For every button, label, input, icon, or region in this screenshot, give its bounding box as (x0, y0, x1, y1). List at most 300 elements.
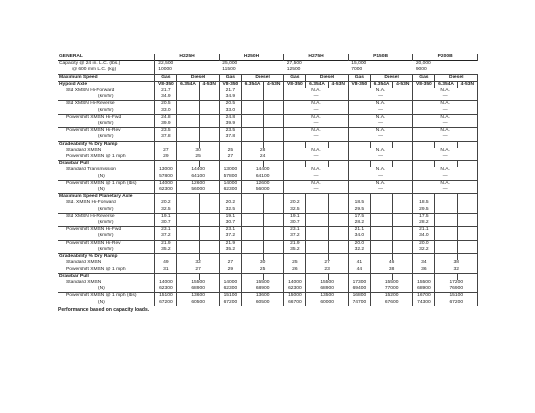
value-cell: N.A. (413, 114, 478, 121)
row-label: Standard XMSN (58, 280, 155, 286)
value-cell (241, 254, 263, 261)
value-cell: — (284, 154, 349, 161)
value-cell (241, 227, 263, 234)
value-cell (284, 141, 306, 148)
value-cell: 33.0 (219, 108, 241, 115)
value-cell: 68900 (413, 286, 435, 293)
value-cell: 30 (177, 148, 219, 154)
capacity-lbs-label: Capacity @ 24 in. L.C. (lbs.) (58, 61, 155, 68)
value-cell: 57800 (219, 174, 241, 181)
engine-label: 4-53N (457, 81, 477, 88)
value-cell (370, 247, 392, 254)
value-cell (219, 254, 241, 261)
value-cell (393, 227, 413, 234)
value-cell (328, 220, 348, 227)
capacity-value: 7000 (351, 67, 363, 73)
value-cell: N.A. (284, 101, 349, 108)
value-cell (199, 134, 219, 141)
row-label: Powershift XMSN Hi-Fwd (58, 114, 155, 121)
capacity-value: 10000 (158, 67, 172, 73)
value-cell: 64100 (241, 174, 283, 181)
value-cell: 67600 (370, 300, 412, 306)
row-label: (km/hr) (58, 220, 155, 227)
value-cell (457, 227, 477, 234)
value-cell: — (348, 174, 413, 181)
value-cell: 29.5 (348, 207, 370, 214)
fuel-label: Gas (155, 74, 177, 81)
value-cell (177, 114, 199, 121)
spec-sheet (58, 54, 478, 313)
value-cell (435, 141, 457, 148)
value-cell (177, 213, 199, 220)
value-cell: 37.8 (219, 134, 241, 141)
value-cell (457, 141, 477, 148)
value-cell (241, 108, 263, 115)
value-cell: 23.1 (219, 227, 241, 234)
fuel-label: Diesel (370, 74, 412, 81)
value-cell: 13000 (219, 167, 241, 173)
value-cell: 29 (155, 154, 177, 161)
value-cell (328, 273, 348, 280)
row-label: (km/hr) (58, 247, 155, 254)
value-cell (457, 161, 477, 168)
value-cell (393, 254, 413, 261)
section-max-speed: Maximum Speed (58, 74, 155, 81)
value-cell: — (284, 121, 349, 128)
value-cell (284, 161, 306, 168)
value-cell (393, 247, 413, 254)
value-cell: 36 (413, 267, 435, 274)
value-cell: 74300 (413, 300, 435, 306)
value-cell (264, 114, 284, 121)
value-cell (306, 254, 328, 261)
value-cell: — (348, 108, 413, 115)
value-cell (177, 161, 199, 168)
capacity-value: 11500 (222, 67, 236, 73)
value-cell: — (413, 121, 478, 128)
value-cell (306, 247, 328, 254)
value-cell (219, 194, 241, 201)
fuel-label: Gas (413, 74, 435, 81)
value-cell (264, 213, 284, 220)
value-cell: 29 (219, 267, 241, 274)
value-cell: 38 (435, 260, 478, 266)
value-cell (177, 101, 199, 108)
value-cell: 74700 (348, 300, 370, 306)
row-label: Drawbar Pull (58, 273, 155, 280)
value-cell (155, 161, 177, 168)
value-cell (199, 220, 219, 227)
value-cell: 23.5 (155, 128, 177, 135)
value-cell: 20.2 (284, 200, 306, 206)
value-cell: — (348, 187, 413, 194)
value-cell: 18.5 (413, 200, 435, 206)
value-cell (370, 233, 392, 240)
value-cell: 17.5 (413, 213, 435, 220)
value-cell (264, 128, 284, 135)
value-cell: 13600 (177, 293, 219, 300)
value-cell (306, 233, 328, 240)
fuel-label: Diesel (177, 74, 219, 81)
value-cell (348, 141, 370, 148)
value-cell (241, 114, 263, 121)
value-cell: — (348, 121, 413, 128)
row-label: Powershift XMSN @ 1 mph (58, 267, 155, 274)
value-cell: — (413, 94, 478, 101)
value-cell: N.A. (348, 101, 413, 108)
value-cell: — (284, 94, 349, 101)
value-cell: 37.2 (219, 233, 241, 240)
model-p150b: P150B (348, 54, 413, 61)
value-cell (457, 220, 477, 227)
value-cell (393, 240, 413, 247)
value-cell (264, 233, 284, 240)
header-row (58, 54, 478, 61)
value-cell (199, 240, 219, 247)
value-cell (413, 254, 435, 261)
value-cell (199, 227, 219, 234)
general-heading: GENERAL (58, 54, 155, 61)
value-cell (241, 273, 263, 280)
value-cell: — (348, 154, 413, 161)
row-label: Gradeability % Dry Ramp (58, 254, 155, 261)
value-cell (241, 141, 263, 148)
value-cell (264, 220, 284, 227)
value-cell: 14000 (155, 180, 177, 187)
value-cell: 21.1 (413, 227, 435, 234)
value-cell (199, 247, 219, 254)
value-cell: 30.7 (284, 220, 306, 227)
value-cell (413, 161, 435, 168)
value-cell: — (413, 174, 478, 181)
value-cell (306, 141, 328, 148)
value-cell (435, 247, 457, 254)
value-cell (435, 273, 457, 280)
row-label: Powershift XMSN Hi-Fwd (58, 227, 155, 234)
row-label: Gradeability % Dry Ramp (58, 141, 155, 148)
value-cell: 77000 (370, 286, 412, 293)
value-cell (393, 213, 413, 220)
value-cell: N.A. (284, 148, 349, 154)
value-cell: 16800 (348, 293, 370, 300)
value-cell (306, 207, 328, 214)
value-cell: 39.9 (155, 121, 177, 128)
value-cell: — (413, 154, 478, 161)
value-cell: N.A. (284, 180, 349, 187)
value-cell: 28 (241, 148, 283, 154)
engine-label: 6.354A (306, 81, 328, 88)
value-cell: 23 (306, 267, 348, 274)
value-cell (370, 220, 392, 227)
value-cell (264, 134, 284, 141)
value-cell (393, 141, 413, 148)
fuel-label: Diesel (435, 74, 478, 81)
value-cell (241, 101, 263, 108)
value-cell: 14000 (155, 280, 177, 286)
value-cell (177, 141, 199, 148)
value-cell: — (284, 187, 349, 194)
capacity-value: 15,000 (348, 61, 413, 68)
fuel-label: Gas (284, 74, 306, 81)
value-cell: N.A. (348, 180, 413, 187)
value-cell (199, 141, 219, 148)
capacity-value: 22,500 (155, 61, 220, 68)
value-cell (370, 207, 392, 214)
value-cell: 20.5 (219, 101, 241, 108)
value-cell (155, 254, 177, 261)
row-label: (N) (58, 300, 155, 306)
value-cell (155, 194, 177, 201)
capacity-value: 20,000 (413, 61, 478, 68)
value-cell: 13600 (241, 293, 283, 300)
capacity-value: 25,000 (219, 61, 284, 68)
value-cell: 37.8 (155, 134, 177, 141)
value-cell (370, 213, 392, 220)
value-cell (328, 213, 348, 220)
value-cell (177, 128, 199, 135)
value-cell (348, 254, 370, 261)
value-cell (264, 227, 284, 234)
value-cell (199, 194, 219, 201)
value-cell (264, 194, 284, 201)
row-label: (km/hr) (58, 207, 155, 214)
value-cell (306, 161, 328, 168)
value-cell: 34.0 (348, 233, 370, 240)
value-cell: N.A. (348, 88, 413, 94)
value-cell: 15100 (435, 293, 478, 300)
engine-label: 4-53N (199, 81, 219, 88)
value-cell (393, 207, 413, 214)
value-cell (264, 94, 284, 101)
value-cell (284, 194, 306, 201)
row-label: Std XMSN Hi-Forward (58, 88, 155, 94)
value-cell (177, 194, 199, 201)
value-cell: 28.2 (348, 220, 370, 227)
value-cell (348, 273, 370, 280)
value-cell (328, 141, 348, 148)
value-cell: 21.7 (219, 88, 241, 94)
value-cell: 30 (241, 260, 283, 266)
value-cell (177, 227, 199, 234)
value-cell: — (348, 134, 413, 141)
value-cell: 39.9 (219, 121, 241, 128)
value-cell: 14400 (177, 167, 219, 173)
value-cell (457, 233, 477, 240)
row-label: (N) (58, 286, 155, 293)
value-cell: 14000 (219, 280, 241, 286)
value-cell (264, 273, 284, 280)
row-label: Powershift XMSN @ 1 mph (lbs) (58, 180, 155, 187)
value-cell: 68900 (241, 286, 283, 293)
value-cell: — (284, 174, 349, 181)
value-cell (328, 161, 348, 168)
value-cell: 35.2 (155, 247, 177, 254)
value-cell: 56000 (177, 187, 219, 194)
value-cell: 33.0 (155, 108, 177, 115)
section-hypoid: Hypoid Axle (58, 81, 155, 88)
value-cell: N.A. (348, 148, 413, 154)
value-cell (155, 141, 177, 148)
value-cell: 25 (177, 154, 219, 161)
value-cell: 67200 (219, 300, 241, 306)
fuel-label: Gas (219, 74, 241, 81)
value-cell: 62300 (155, 286, 177, 293)
value-cell (264, 101, 284, 108)
value-cell (413, 273, 435, 280)
row-label: (N) (58, 174, 155, 181)
value-cell: 14400 (241, 167, 283, 173)
value-cell (199, 101, 219, 108)
value-cell: 46 (370, 260, 412, 266)
value-cell (219, 161, 241, 168)
value-cell (177, 108, 199, 115)
value-cell: 17200 (435, 280, 478, 286)
value-cell (370, 227, 392, 234)
row-label: Std. XMSN Hi-Forward (58, 200, 155, 206)
value-cell: 26 (284, 267, 306, 274)
value-cell: 14000 (284, 280, 306, 286)
value-cell (264, 108, 284, 115)
value-cell: 24.8 (155, 114, 177, 121)
value-cell (435, 227, 457, 234)
value-cell: 32 (435, 267, 478, 274)
value-cell (457, 207, 477, 214)
value-cell (393, 233, 413, 240)
value-cell: — (413, 187, 478, 194)
value-cell (177, 240, 199, 247)
value-cell (306, 273, 328, 280)
value-cell (241, 233, 263, 240)
value-cell (241, 247, 263, 254)
value-cell: 12600 (241, 180, 283, 187)
value-cell: 21.7 (155, 88, 177, 94)
value-cell: 60500 (241, 300, 283, 306)
value-cell (199, 161, 219, 168)
value-cell (435, 240, 457, 247)
engine-label: 4-53N (393, 81, 413, 88)
value-cell (328, 207, 348, 214)
row-label: Drawbar Pull (58, 161, 155, 168)
value-cell: 15100 (155, 293, 177, 300)
value-cell (177, 233, 199, 240)
value-cell (199, 108, 219, 115)
value-cell: 15500 (370, 280, 412, 286)
value-cell (264, 161, 284, 168)
value-cell: N.A. (284, 128, 349, 135)
value-cell (370, 240, 392, 247)
value-cell: 15500 (177, 280, 219, 286)
value-cell (328, 254, 348, 261)
row-label: Maximum Speed Planetary Axle (58, 194, 155, 201)
value-cell (177, 121, 199, 128)
value-cell: 27 (306, 260, 348, 266)
value-cell: 60500 (177, 300, 219, 306)
value-cell (370, 194, 392, 201)
value-cell: 76900 (435, 286, 478, 293)
value-cell: 57800 (155, 174, 177, 181)
value-cell: 68900 (177, 286, 219, 293)
fuel-label: Diesel (306, 74, 348, 81)
value-cell (241, 220, 263, 227)
value-cell (435, 254, 457, 261)
value-cell (264, 141, 284, 148)
value-cell: 66700 (284, 300, 306, 306)
value-cell: 21.9 (284, 240, 306, 247)
value-cell: 20.0 (348, 240, 370, 247)
value-cell: 32.5 (284, 207, 306, 214)
row-label: (km/hr) (58, 108, 155, 115)
value-cell: 25 (219, 148, 241, 154)
value-cell: 37.2 (284, 233, 306, 240)
spec-table (58, 54, 478, 306)
row-label: Std XMSN Hi-Reverse (58, 101, 155, 108)
value-cell: 41 (348, 260, 370, 266)
value-cell (435, 161, 457, 168)
row-label: (km/hr) (58, 134, 155, 141)
capacity-value: 27,500 (284, 61, 349, 68)
capacity-value: 9000 (415, 67, 427, 73)
value-cell (199, 273, 219, 280)
value-cell (393, 273, 413, 280)
value-cell: N.A. (348, 128, 413, 135)
value-cell: N.A. (284, 88, 349, 94)
value-cell (328, 233, 348, 240)
value-cell: 34.0 (413, 233, 435, 240)
row-label: Powershift XMSN Hi-Rev (58, 128, 155, 135)
row-label: Std XMSN Hi-Reverse (58, 213, 155, 220)
value-cell: 34.9 (155, 94, 177, 101)
value-cell (264, 121, 284, 128)
value-cell (370, 254, 392, 261)
value-cell (219, 141, 241, 148)
value-cell: 62300 (155, 187, 177, 194)
value-cell: 23.1 (284, 227, 306, 234)
value-cell: 13500 (306, 293, 348, 300)
value-cell (457, 254, 477, 261)
value-cell: 21.9 (219, 240, 241, 247)
value-cell (177, 207, 199, 214)
value-cell: 69400 (348, 286, 370, 293)
value-cell: 60000 (306, 300, 348, 306)
value-cell: 23.1 (155, 227, 177, 234)
value-cell: — (284, 108, 349, 115)
value-cell: 15100 (219, 293, 241, 300)
value-cell (457, 247, 477, 254)
value-cell: 32.5 (155, 207, 177, 214)
value-cell (284, 273, 306, 280)
engine-label: 6.354A (241, 81, 263, 88)
value-cell: 25 (241, 267, 283, 274)
engine-label: V8-350 (219, 81, 241, 88)
value-cell: 34.9 (219, 94, 241, 101)
value-cell: 32.2 (413, 247, 435, 254)
value-cell (457, 273, 477, 280)
engine-label: V8-350 (413, 81, 435, 88)
row-label: Powershift XMSN Hi-Rev (58, 240, 155, 247)
value-cell: N.A. (284, 167, 349, 173)
value-cell (241, 134, 263, 141)
value-cell: 34 (413, 260, 435, 266)
value-cell (241, 213, 263, 220)
value-cell (199, 128, 219, 135)
value-cell: 17300 (348, 280, 370, 286)
value-cell (177, 247, 199, 254)
engine-label: V8-350 (284, 81, 306, 88)
value-cell (328, 247, 348, 254)
value-cell (393, 194, 413, 201)
value-cell (199, 94, 219, 101)
value-cell (435, 233, 457, 240)
